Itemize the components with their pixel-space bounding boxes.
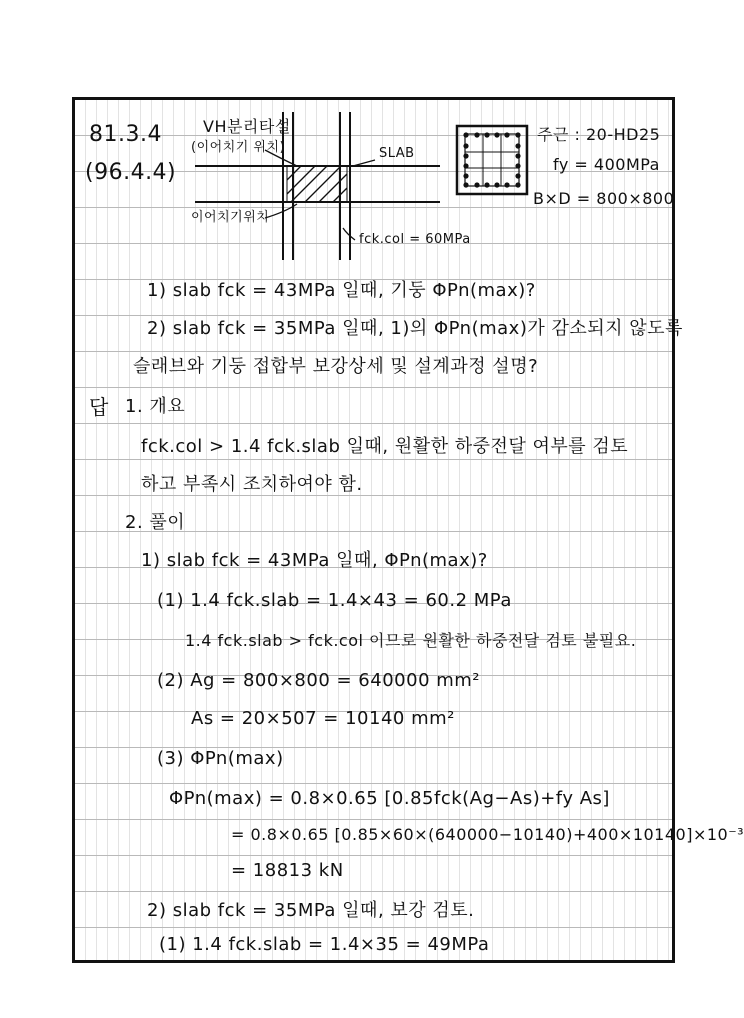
step-3-eq1: ΦPn(max) = 0.8×0.65 [0.85fck(Ag−As)+fy As] <box>169 788 610 809</box>
question-2: 2) slab fck = 35MPa 일때, 1)의 ΦPn(max)가 감소되지 않도록 <box>147 318 683 339</box>
fck-col-label: fck.col = 60MPa <box>359 232 471 247</box>
vh-label: VH분리타설 <box>203 117 291 136</box>
answer-label: 답 <box>89 395 109 419</box>
vh-sub-label: (이어치기 위치) <box>191 140 286 155</box>
step-3-title: (3) ΦPn(max) <box>157 748 284 769</box>
question-2-cont: 슬래브와 기둥 접합부 보강상세 및 설계과정 설명? <box>133 356 539 377</box>
slab-label: SLAB <box>379 146 415 161</box>
overview-title: 1. 개요 <box>125 396 186 417</box>
step-3-eq3: = 18813 kN <box>231 860 344 881</box>
step-1: (1) 1.4 fck.slab = 1.4×43 = 60.2 MPa <box>157 590 512 611</box>
solution-1-title: 1) slab fck = 43MPa 일때, ΦPn(max)? <box>141 550 488 571</box>
problem-code: (96.4.4) <box>85 160 177 185</box>
step-1b: 1.4 fck.slab > fck.col 이므로 원활한 하중전달 검토 불필요. <box>185 631 637 650</box>
rebar-label: 주근 : 20-HD25 <box>537 125 661 144</box>
notebook-page <box>72 97 744 963</box>
overview-line-1: fck.col > 1.4 fck.slab 일때, 원활한 하중전달 여부를 검토 <box>141 436 629 457</box>
step-2-ag: (2) Ag = 800×800 = 640000 mm² <box>157 670 481 691</box>
solution-2-step-1: (1) 1.4 fck.slab = 1.4×35 = 49MPa <box>159 934 490 955</box>
solution-title: 2. 풀이 <box>125 512 186 533</box>
bxd-label: B×D = 800×800 <box>533 189 675 208</box>
overview-line-2: 하고 부족시 조치하여야 함. <box>141 474 363 495</box>
joint-label: 이어치기위치 <box>191 210 270 225</box>
step-3-eq2: = 0.8×0.65 [0.85×60×(640000−10140)+400×10140]×10⁻³ <box>231 825 744 844</box>
fy-label: fy = 400MPa <box>553 155 660 174</box>
solution-2-title: 2) slab fck = 35MPa 일때, 보강 검토. <box>147 900 475 921</box>
step-2-as: As = 20×507 = 10140 mm² <box>191 708 455 729</box>
question-1: 1) slab fck = 43MPa 일때, 기둥 ΦPn(max)? <box>147 280 536 301</box>
problem-number: 81.3.4 <box>89 122 162 147</box>
